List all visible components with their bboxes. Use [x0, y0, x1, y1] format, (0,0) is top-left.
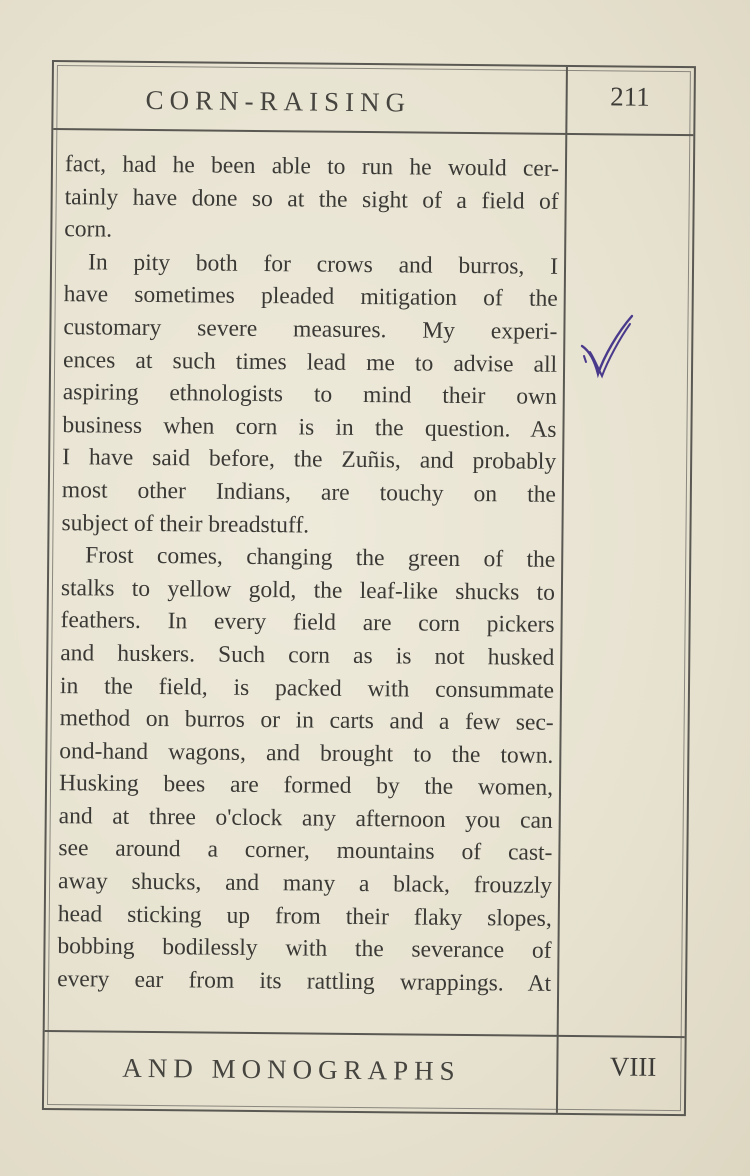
series-title: AND MONOGRAPHS [122, 1052, 461, 1086]
text-line: I have said before, the Zuñis, and probably [62, 444, 557, 476]
text-line: subject of their breadstuff. [61, 509, 310, 539]
text-line: bobbing bodilessly with the severance of [57, 933, 552, 965]
text-line: have sometimes pleaded mitigation of the [63, 281, 558, 313]
text-line: and huskers. Such corn as is not husked [60, 640, 555, 671]
text-line: tainly have done so at the sight of a field of [64, 183, 559, 215]
volume-number: VIII [609, 1051, 657, 1082]
text-line: most other Indians, are touchy on the [61, 477, 556, 508]
text-line: aspiring ethnologists to mind their own [62, 379, 557, 411]
text-line: business when corn is in the question. As [62, 411, 557, 443]
header-row [53, 62, 694, 136]
text-line: In pity both for crows and burros, I [87, 249, 559, 280]
text-line: ences at such times lead me to advise all [62, 346, 558, 378]
text-line: fact, had he been able to run he would cer- [64, 151, 560, 182]
footer-row [44, 1030, 685, 1114]
text-line: Husking bees are formed by the women, [58, 770, 554, 802]
text-line: and at three o'clock any afternoon you can [58, 802, 553, 834]
body-text [57, 148, 559, 1000]
text-line: every ear from its rattling wrappings. At [57, 965, 552, 997]
text-line: ond-hand wagons, and brought to the town. [59, 737, 554, 769]
text-line: corn. [64, 216, 113, 243]
text-line: feathers. In every field are corn pickers [60, 607, 555, 639]
text-line: method on burros or in carts and a few sec- [59, 705, 554, 736]
text-line: in the field, is packed with consummate [59, 672, 555, 704]
text-line: Frost comes, changing the green of the [85, 542, 556, 573]
text-line: see around a corner, mountains of cast- [58, 835, 553, 867]
text-line: stalks to yellow gold, the leaf-like shucks to [60, 574, 556, 606]
page-number: 211 [610, 81, 650, 112]
text-line: customary severe measures. My experi- [63, 314, 558, 345]
handwritten-checkmark-icon [576, 312, 636, 392]
text-line: away shucks, and many a black, frouzzly [57, 868, 553, 899]
page-frame [42, 60, 696, 1116]
running-title: CORN-RAISING [145, 84, 412, 118]
text-line: head sticking up from their flaky slopes, [57, 900, 552, 932]
